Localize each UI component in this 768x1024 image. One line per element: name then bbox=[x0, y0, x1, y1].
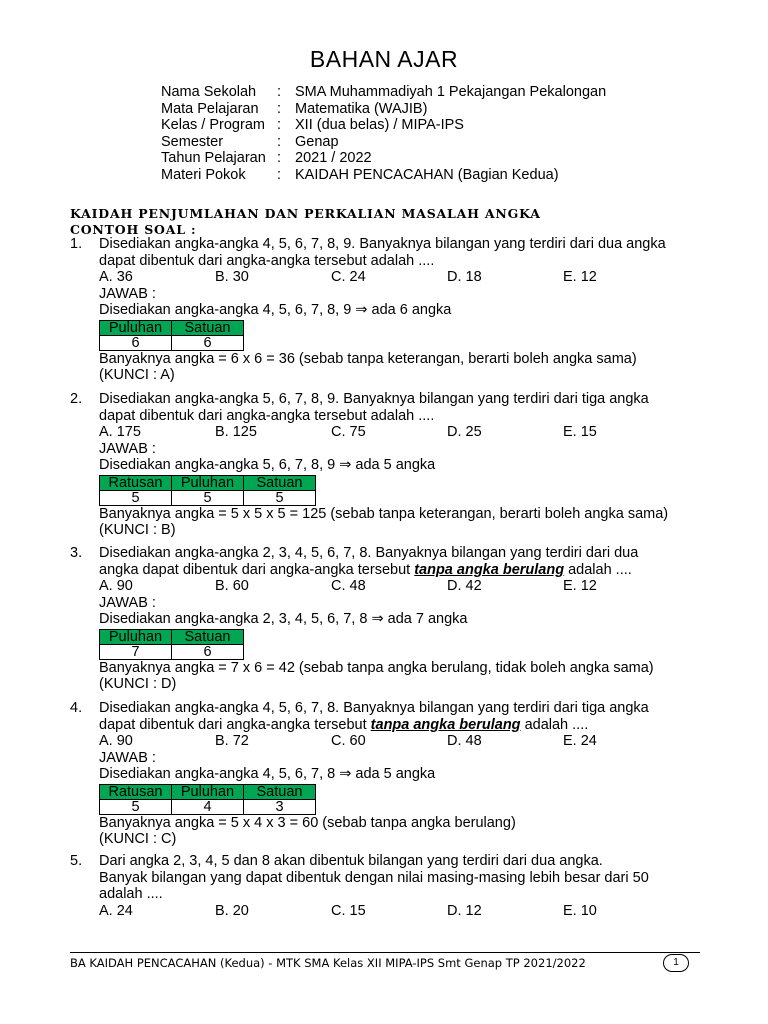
jawab-label: JAWAB : bbox=[99, 440, 156, 457]
jawab-label: JAWAB : bbox=[99, 285, 156, 302]
option-d: D. 42 bbox=[447, 578, 482, 594]
table-value-cell: 7 bbox=[100, 644, 172, 659]
answer-options bbox=[99, 733, 710, 750]
question-text: angka dapat dibentuk dari angka-angka tersebut tanpa angka berulang adalah .... bbox=[99, 561, 632, 578]
footer-text: BA KAIDAH PENCACAHAN (Kedua) - MTK SMA Kelas XII MIPA-IPS Smt Genap TP 2021/2022 bbox=[70, 956, 586, 970]
table-header-cell: Satuan bbox=[244, 784, 316, 799]
option-d: D. 12 bbox=[447, 902, 482, 919]
emphasis-text: tanpa angka berulang bbox=[370, 716, 521, 733]
meta-row: Tahun Pelajaran : 2021 / 2022 bbox=[161, 150, 372, 166]
question-text: Disediakan angka-angka 4, 5, 6, 7, 8, 9. Banyaknya bilangan yang terdiri dari dua angka bbox=[99, 236, 666, 252]
given-text: Disediakan angka-angka 2, 3, 4, 5, 6, 7, 8 ⇒ ada 7 angka bbox=[99, 611, 468, 627]
meta-key: Semester bbox=[161, 133, 224, 150]
option-b: B. 60 bbox=[215, 578, 249, 594]
place-value-table bbox=[99, 784, 316, 815]
option-d: D. 25 bbox=[447, 424, 482, 440]
table-value-cell: 5 bbox=[244, 490, 316, 505]
table-value-cell: 4 bbox=[172, 799, 244, 814]
kunci-text: (KUNCI : D) bbox=[99, 676, 177, 692]
table-header-cell: Ratusan bbox=[100, 475, 172, 490]
meta-key: Kelas / Program bbox=[161, 117, 265, 133]
question-number: 3. bbox=[70, 545, 83, 561]
table-value-cell: 6 bbox=[172, 335, 244, 350]
meta-value: SMA Muhammadiyah 1 Pekajangan Pekalongan bbox=[295, 84, 607, 100]
table-header-cell: Satuan bbox=[172, 320, 244, 335]
option-e: E. 15 bbox=[563, 424, 597, 440]
question-3 bbox=[70, 545, 710, 693]
table-value-cell: 5 bbox=[100, 490, 172, 505]
given-text: Disediakan angka-angka 5, 6, 7, 8, 9 ⇒ ada 5 angka bbox=[99, 457, 436, 473]
table-header-cell: Puluhan bbox=[100, 629, 172, 644]
given-text: Disediakan angka-angka 4, 5, 6, 7, 8, 9 ⇒ ada 6 angka bbox=[99, 302, 452, 318]
option-b: B. 20 bbox=[215, 902, 249, 919]
table-value-cell: 6 bbox=[100, 335, 172, 350]
contoh-soal-label: CONTOH SOAL : bbox=[70, 222, 197, 237]
given-text: Disediakan angka-angka 4, 5, 6, 7, 8 ⇒ ada 5 angka bbox=[99, 766, 436, 782]
meta-key: Materi Pokok bbox=[161, 166, 246, 183]
result-text: Banyaknya angka = 5 x 4 x 3 = 60 (sebab tanpa angka berulang) bbox=[99, 814, 516, 831]
meta-key: Tahun Pelajaran bbox=[161, 150, 266, 166]
option-e: E. 12 bbox=[563, 578, 597, 594]
place-value-table bbox=[99, 320, 244, 351]
jawab-label: JAWAB : bbox=[99, 594, 156, 611]
table-value-cell: 6 bbox=[172, 644, 244, 659]
meta-row: Materi Pokok : KAIDAH PENCACAHAN (Bagian Kedua) bbox=[161, 166, 559, 183]
answer-options bbox=[99, 269, 710, 286]
meta-block bbox=[161, 84, 606, 183]
answer-options bbox=[99, 903, 710, 920]
meta-row: Kelas / Program : XII (dua belas) / MIPA-IPS bbox=[161, 117, 464, 133]
option-a: A. 90 bbox=[99, 578, 133, 594]
option-e: E. 10 bbox=[563, 902, 597, 919]
question-number: 5. bbox=[70, 853, 83, 869]
question-text: adalah .... bbox=[99, 886, 163, 902]
option-e: E. 24 bbox=[563, 733, 597, 749]
meta-value: KAIDAH PENCACAHAN (Bagian Kedua) bbox=[295, 166, 559, 183]
kunci-text: (KUNCI : C) bbox=[99, 831, 177, 847]
question-text: Banyak bilangan yang dapat dibentuk dengan nilai masing-masing lebih besar dari 50 bbox=[99, 869, 649, 886]
question-text: Disediakan angka-angka 5, 6, 7, 8, 9. Banyaknya bilangan yang terdiri dari tiga angka bbox=[99, 391, 649, 407]
question-number: 1. bbox=[70, 236, 83, 252]
option-a: A. 90 bbox=[99, 733, 133, 749]
meta-value: XII (dua belas) / MIPA-IPS bbox=[295, 117, 464, 133]
kunci-text: (KUNCI : B) bbox=[99, 522, 176, 538]
table-header-cell: Puluhan bbox=[100, 320, 172, 335]
option-c: C. 60 bbox=[331, 733, 366, 749]
table-header-cell: Ratusan bbox=[100, 784, 172, 799]
place-value-table bbox=[99, 629, 244, 660]
page-title: BAHAN AJAR bbox=[309, 46, 459, 72]
table-header-cell: Puluhan bbox=[172, 784, 244, 799]
option-a: A. 36 bbox=[99, 269, 133, 285]
meta-key: Nama Sekolah bbox=[161, 84, 257, 100]
kunci-text: (KUNCI : A) bbox=[99, 367, 175, 383]
footer-divider bbox=[70, 952, 700, 953]
question-4 bbox=[70, 700, 710, 848]
section-heading: KAIDAH PENJUMLAHAN DAN PERKALIAN MASALAH ANGKA bbox=[70, 206, 541, 221]
meta-row: Mata Pelajaran : Matematika (WAJIB) bbox=[161, 100, 428, 117]
question-number: 4. bbox=[70, 700, 83, 716]
question-2 bbox=[70, 391, 710, 539]
table-header-cell: Satuan bbox=[172, 629, 244, 644]
table-value-cell: 5 bbox=[100, 799, 172, 814]
option-e: E. 12 bbox=[563, 269, 597, 285]
question-1 bbox=[70, 236, 710, 384]
option-d: D. 48 bbox=[447, 733, 482, 749]
option-a: A. 24 bbox=[99, 902, 133, 919]
meta-value: Genap bbox=[295, 133, 339, 150]
result-text: Banyaknya angka = 7 x 6 = 42 (sebab tanpa angka berulang, tidak boleh angka sama) bbox=[99, 659, 654, 676]
question-text: dapat dibentuk dari angka-angka tersebut adalah .... bbox=[99, 252, 435, 269]
option-b: B. 72 bbox=[215, 733, 249, 749]
page-number: 1 bbox=[663, 954, 689, 972]
option-c: C. 15 bbox=[331, 902, 366, 919]
option-b: B. 30 bbox=[215, 269, 249, 285]
option-c: C. 48 bbox=[331, 578, 366, 594]
table-header-cell: Satuan bbox=[244, 475, 316, 490]
meta-row: Semester : Genap bbox=[161, 133, 339, 150]
meta-value: 2021 / 2022 bbox=[295, 150, 372, 166]
meta-key: Mata Pelajaran bbox=[161, 100, 259, 117]
option-a: A. 175 bbox=[99, 424, 141, 440]
question-5 bbox=[70, 853, 710, 919]
option-b: B. 125 bbox=[215, 424, 257, 440]
question-text: dapat dibentuk dari angka-angka tersebut tanpa angka berulang adalah .... bbox=[99, 716, 589, 733]
question-number: 2. bbox=[70, 391, 83, 407]
option-d: D. 18 bbox=[447, 269, 482, 285]
emphasis-text: tanpa angka berulang bbox=[414, 561, 565, 578]
table-value-cell: 3 bbox=[244, 799, 316, 814]
result-text: Banyaknya angka = 6 x 6 = 36 (sebab tanpa keterangan, berarti boleh angka sama) bbox=[99, 350, 637, 367]
result-text: Banyaknya angka = 5 x 5 x 5 = 125 (sebab tanpa keterangan, berarti boleh angka sama) bbox=[99, 505, 669, 522]
jawab-label: JAWAB : bbox=[99, 749, 156, 766]
answer-options bbox=[99, 424, 710, 441]
table-header-cell: Puluhan bbox=[172, 475, 244, 490]
place-value-table bbox=[99, 475, 316, 506]
question-text: Disediakan angka-angka 2, 3, 4, 5, 6, 7, 8. Banyaknya bilangan yang terdiri dari dua bbox=[99, 545, 639, 561]
question-text: dapat dibentuk dari angka-angka tersebut adalah .... bbox=[99, 407, 435, 424]
question-text: Disediakan angka-angka 4, 5, 6, 7, 8. Banyaknya bilangan yang terdiri dari tiga angka bbox=[99, 700, 649, 716]
option-c: C. 75 bbox=[331, 424, 366, 440]
option-c: C. 24 bbox=[331, 269, 366, 285]
answer-options bbox=[99, 578, 710, 595]
meta-value: Matematika (WAJIB) bbox=[295, 100, 428, 117]
table-value-cell: 5 bbox=[172, 490, 244, 505]
meta-row: Nama Sekolah : SMA Muhammadiyah 1 Pekajangan Pekalongan bbox=[161, 84, 607, 100]
question-text: Dari angka 2, 3, 4, 5 dan 8 akan dibentuk bilangan yang terdiri dari dua angka. bbox=[99, 853, 603, 869]
